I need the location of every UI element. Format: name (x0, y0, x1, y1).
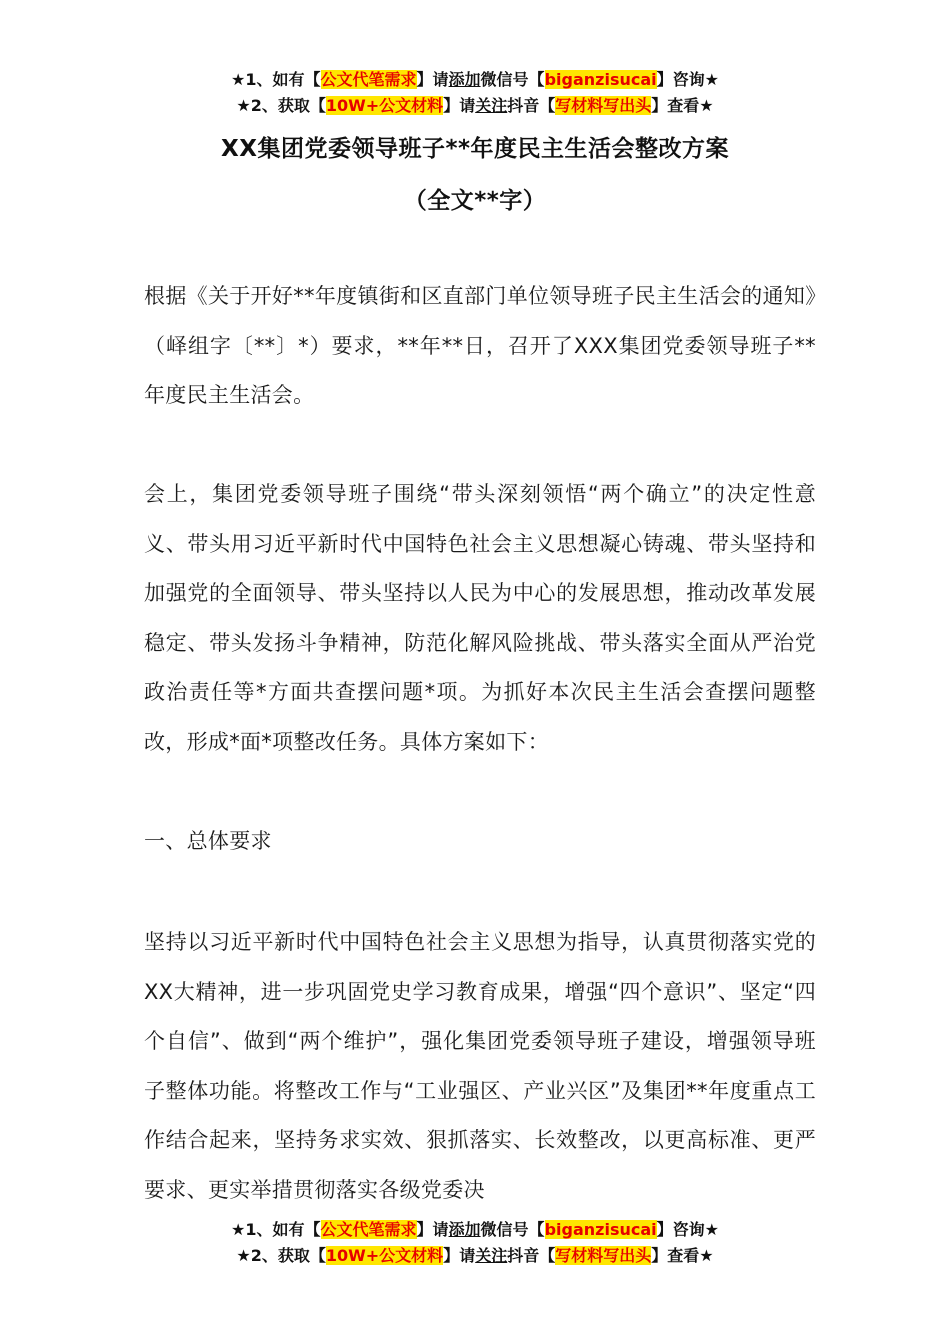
paragraph-intro: 根据《关于开好**年度镇街和区直部门单位领导班子民主生活会的通知》（峄组字〔**〕*）要求，**年**日，召开了XXX集团党委领导班子**年度民主生活会。 (144, 284, 816, 407)
banner-text: 微信号【 (480, 70, 545, 89)
section-heading: 一、总体要求 (144, 829, 272, 853)
banner-text: 】请 (416, 70, 449, 89)
banner-text: 】请 (416, 1220, 449, 1239)
banner-underlined-text: 关注 (475, 1246, 508, 1265)
banner-text: 】查看★ (651, 1246, 714, 1265)
banner-underlined-text: 添加 (448, 70, 481, 89)
banner-line-2 (0, 93, 950, 119)
banner-text: ★1、如有【 (231, 1220, 321, 1239)
banner-highlight: 写材料写出头 (555, 96, 652, 115)
top-banner (0, 67, 950, 119)
banner-text: 抖音【 (507, 1246, 556, 1265)
bottom-banner (0, 1217, 950, 1269)
banner-text: 】请 (443, 96, 476, 115)
banner-text: 】查看★ (651, 96, 714, 115)
banner-highlight: 写材料写出头 (555, 1246, 652, 1265)
banner-underlined-text: 添加 (448, 1220, 481, 1239)
document-subtitle: （全文**字） (403, 188, 547, 214)
banner-line-2 (0, 1243, 950, 1269)
paragraph-requirements: 坚持以习近平新时代中国特色社会主义思想为指导，认真贯彻落实党的XX大精神，进一步巩固党史学习教育成果，增强“四个意识”、坚定“四个自信”、做到“两个维护”，强化集团党委领导班子建设，增强领导班子整体功能。将整改工作与“工业强区、产业兴区”及集团**年度重点工作结合起来，坚持务求实效、狠抓落实、长效整改，以更高标准、更严要求、更实举措贯彻落实各级党委决 (144, 930, 816, 1202)
banner-highlight: 公文代笔需求 (320, 1220, 417, 1239)
banner-text: ★2、获取【 (236, 96, 326, 115)
banner-text: 微信号【 (480, 1220, 545, 1239)
banner-text: 】请 (443, 1246, 476, 1265)
banner-line-1 (0, 1217, 950, 1243)
banner-underlined-text: 关注 (475, 96, 508, 115)
banner-highlight: 10W+公文材料 (325, 96, 444, 115)
banner-text: ★2、获取【 (236, 1246, 326, 1265)
banner-text: 】咨询★ (656, 70, 719, 89)
banner-text: 】咨询★ (656, 1220, 719, 1239)
banner-text: ★1、如有【 (231, 70, 321, 89)
paragraph-meeting: 会上，集团党委领导班子围绕“带头深刻领悟“两个确立”的决定性意义、带头用习近平新时代中国特色社会主义思想凝心铸魂、带头坚持和加强党的全面领导、带头坚持以人民为中心的发展思想，推动改革发展稳定、带头发扬斗争精神，防范化解风险挑战、带头落实全面从严治党政治责任等*方面共查摆问题*项。为抓好本次民主生活会查摆问题整改，形成*面*项整改任务。具体方案如下： (144, 482, 816, 754)
document-title: XX集团党委领导班子**年度民主生活会整改方案 (220, 136, 730, 162)
banner-line-1 (0, 67, 950, 93)
banner-highlight: biganzisucai (544, 70, 657, 89)
banner-highlight: biganzisucai (544, 1220, 657, 1239)
banner-highlight: 10W+公文材料 (325, 1246, 444, 1265)
banner-text: 抖音【 (507, 96, 556, 115)
banner-highlight: 公文代笔需求 (320, 70, 417, 89)
